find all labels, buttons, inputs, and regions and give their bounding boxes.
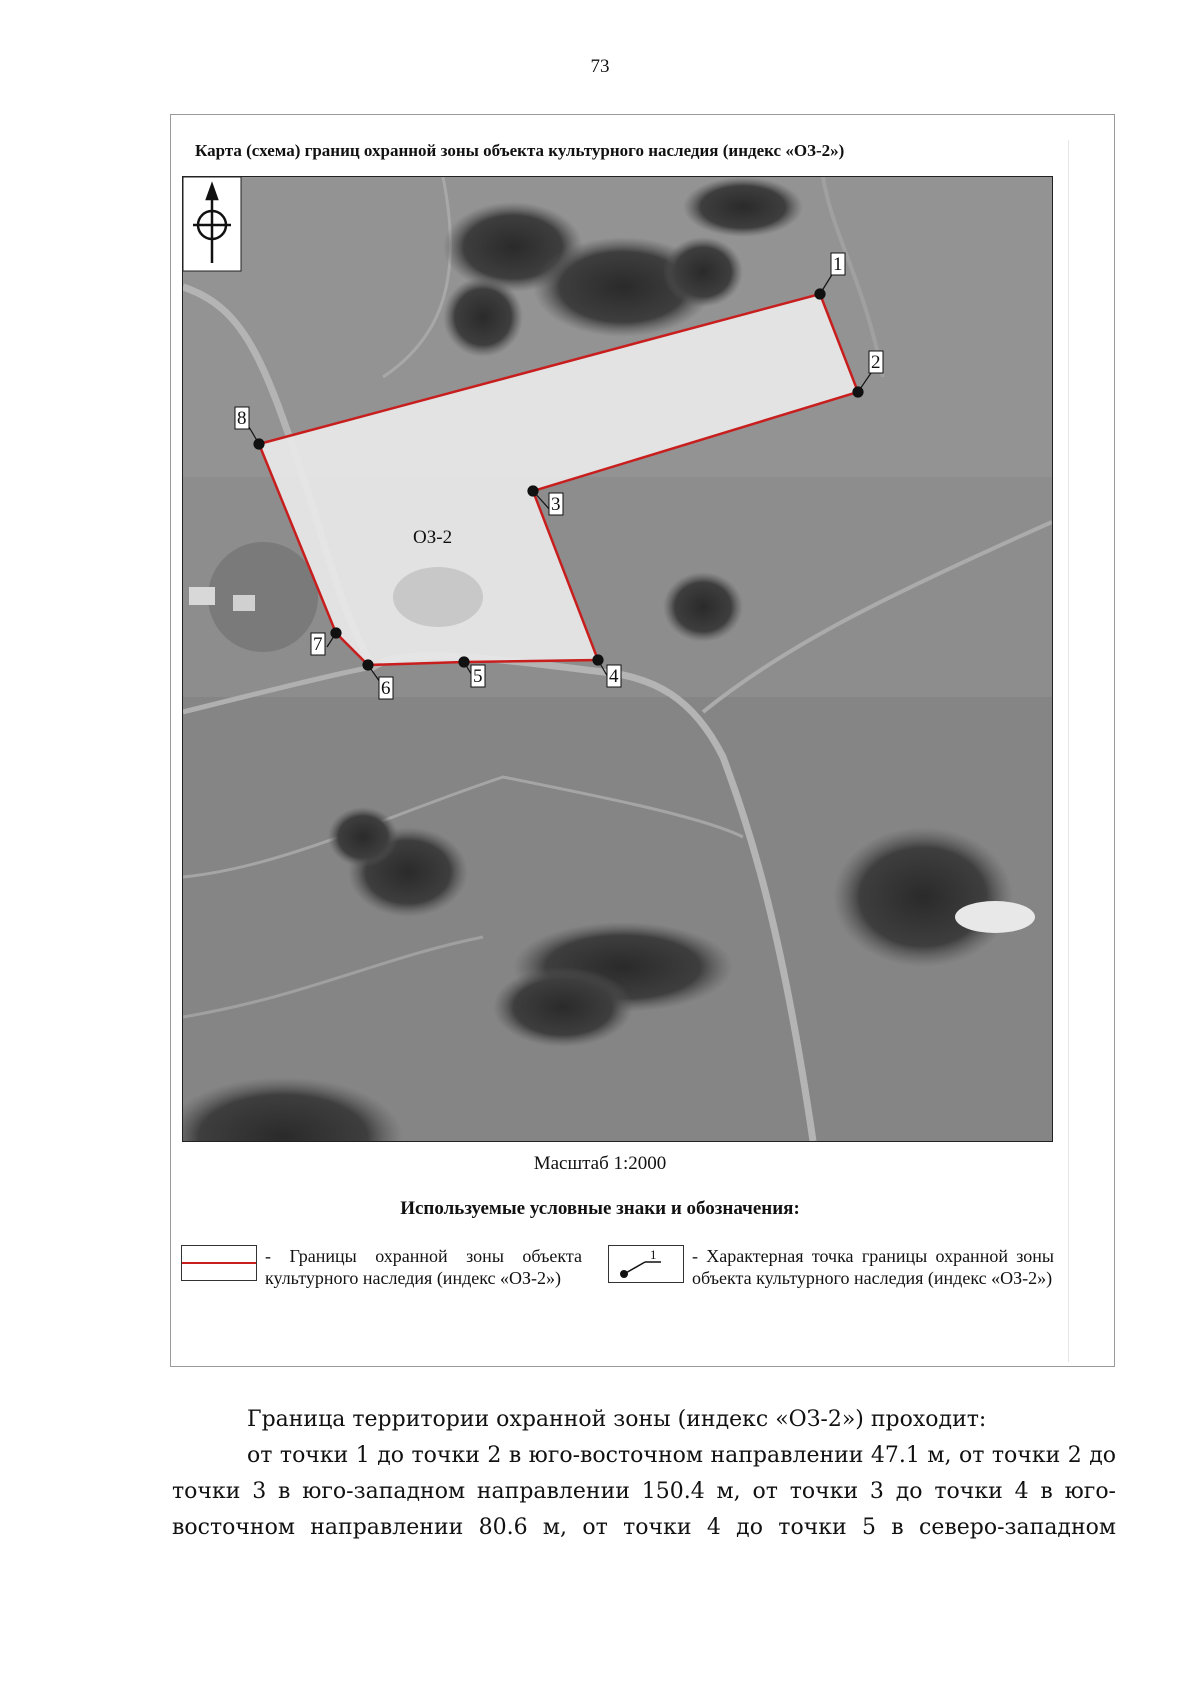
point-label: 7: [313, 634, 323, 655]
tree-shadow-in-zone: [393, 567, 483, 627]
map-scale: Масштаб 1:2000: [533, 1153, 667, 1174]
settlement-area: [208, 542, 318, 652]
boundary-line-symbol: [181, 1245, 257, 1281]
legend-point-text: - Характерная точка границы охранной зоны объекта культурного наследия (индекс «ОЗ-2»): [692, 1246, 1054, 1288]
point-label: 2: [871, 352, 881, 373]
point-symbol-label: 1: [650, 1247, 657, 1262]
point-label: 5: [473, 666, 483, 687]
tree-cluster: [683, 177, 803, 237]
point-symbol: [608, 1245, 684, 1283]
legend-title: Используемые условные знаки и обозначения:: [400, 1198, 800, 1219]
tree-cluster: [328, 807, 398, 867]
aerial-map: [182, 176, 1053, 1142]
point-label: 4: [609, 666, 619, 687]
building: [189, 587, 215, 605]
legend-boundary-text: - Границы охранной зоны объекта культурного наследия (индекс «ОЗ-2»): [265, 1246, 582, 1288]
paragraph-intro: Граница территории охранной зоны (индекс «ОЗ-2») проходит:: [247, 1407, 987, 1432]
tree-cluster: [493, 967, 633, 1047]
point-label: 1: [833, 254, 843, 275]
point-label: 6: [381, 678, 391, 699]
tree-cluster: [833, 827, 1013, 967]
building: [233, 595, 255, 611]
map-title: Карта (схема) границ охранной зоны объекта культурного наследия (индекс «ОЗ-2»): [195, 141, 845, 160]
tree-cluster: [663, 572, 743, 642]
point-label: 8: [237, 408, 247, 429]
point-label: 3: [551, 494, 561, 515]
zone-label: ОЗ-2: [413, 527, 453, 548]
frame-divider: [1068, 140, 1069, 1362]
paragraph-description: от точки 1 до точки 2 в юго-восточном направлении 47.1 м, от точки 2 до точки 3 в юго-западном направлении 150.4 м, от точки 3 до точки 4 в юго-восточном направлении 80.6 м, от точки 4 до точки 5 в северо-западном: [172, 1443, 1116, 1540]
page-number: 73: [590, 56, 610, 77]
water-pond: [955, 901, 1035, 933]
tree-cluster: [663, 237, 743, 307]
tree-cluster: [443, 277, 523, 357]
